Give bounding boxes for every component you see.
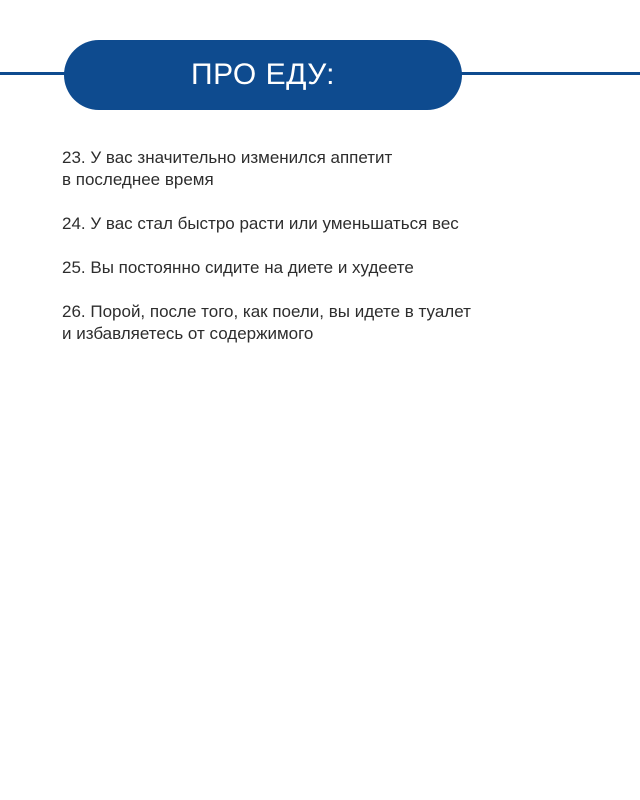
question-list — [62, 147, 582, 367]
list-item: 23. У вас значительно изменился аппетит в последнее время — [62, 148, 393, 189]
page-title: ПРО ЕДУ: — [191, 58, 335, 91]
list-item: 26. Порой, после того, как поели, вы идете в туалет и избавляетесь от содержимого — [62, 302, 471, 343]
list-item: 24. У вас стал быстро расти или уменьшаться вес — [62, 214, 459, 233]
header-banner — [64, 40, 462, 110]
list-item: 25. Вы постоянно сидите на диете и худеете — [62, 258, 414, 277]
